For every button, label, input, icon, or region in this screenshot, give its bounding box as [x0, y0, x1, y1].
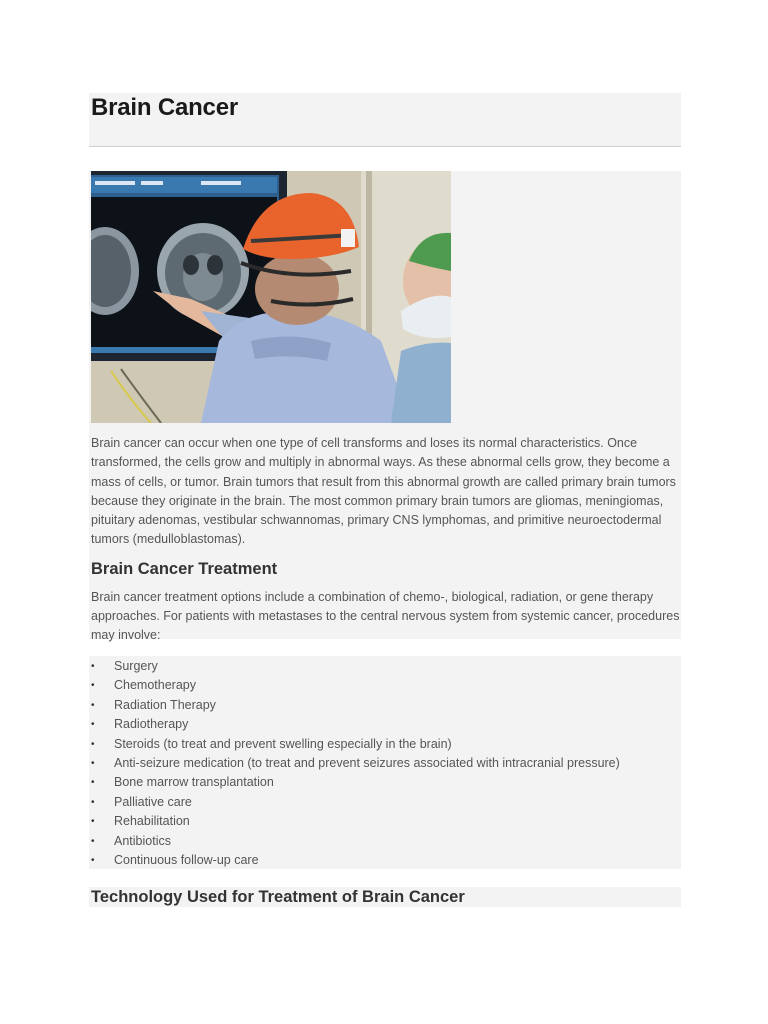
list-item: • Antibiotics	[89, 832, 681, 851]
bullet-icon: •	[91, 835, 95, 847]
list-item: • Bone marrow transplantation	[89, 773, 681, 792]
bullet-icon: •	[91, 758, 95, 770]
list-item: • Radiotherapy	[89, 715, 681, 734]
intro-section	[89, 171, 681, 643]
page-title: Brain Cancer	[91, 94, 238, 121]
bullet-icon: •	[91, 738, 95, 750]
document-page	[89, 93, 681, 907]
list-item: • Palliative care	[89, 793, 681, 812]
technology-heading: Technology Used for Treatment of Brain Cancer	[91, 888, 465, 906]
title-section	[89, 93, 681, 147]
surgeons-viewing-mri-photo	[91, 171, 451, 423]
technology-section	[89, 887, 681, 907]
list-item: • Anti-seizure medication (to treat and prevent seizures associated with intracranial pressure)	[89, 754, 681, 773]
bullet-icon: •	[91, 796, 95, 808]
treatment-heading: Brain Cancer Treatment	[91, 559, 278, 578]
bullet-icon: •	[91, 855, 95, 867]
list-item: • Steroids (to treat and prevent swelling especially in the brain)	[89, 735, 681, 754]
list-item: • Continuous follow-up care	[89, 851, 681, 870]
bullet-icon: •	[91, 699, 95, 711]
list-item: • Rehabilitation	[89, 812, 681, 831]
list-item: • Surgery	[89, 657, 681, 676]
treatment-list-section	[89, 656, 681, 869]
list-item: • Radiation Therapy	[89, 696, 681, 715]
treatment-paragraph: Brain cancer treatment options include a combination of chemo-, biological, radiation, or gene therapy approaches. For patients with metastases to the central nervous system from systemic cancer, procedures may involve:	[91, 589, 680, 643]
treatment-list	[89, 657, 681, 870]
bullet-icon: •	[91, 719, 95, 731]
intro-paragraph: Brain cancer can occur when one type of cell transforms and loses its normal characteristics. Once transformed, the cells grow and multiply in abnormal ways. As these abnormal cells grow, they become a mass of cells, or tumor. Brain tumors that result from this abnormal growth are called primary brain tumors because they originate in the brain. The most common primary brain tumors are gliomas, meningiomas, pituitary adenomas, vestibular schwannomas, primary CNS lymphomas, and primitive neuroectodermal tumors (medulloblastomas).	[91, 436, 676, 547]
bullet-icon: •	[91, 680, 95, 692]
bullet-icon: •	[91, 777, 95, 789]
list-item: • Chemotherapy	[89, 676, 681, 695]
bullet-icon: •	[91, 816, 95, 828]
bullet-icon: •	[91, 661, 95, 672]
